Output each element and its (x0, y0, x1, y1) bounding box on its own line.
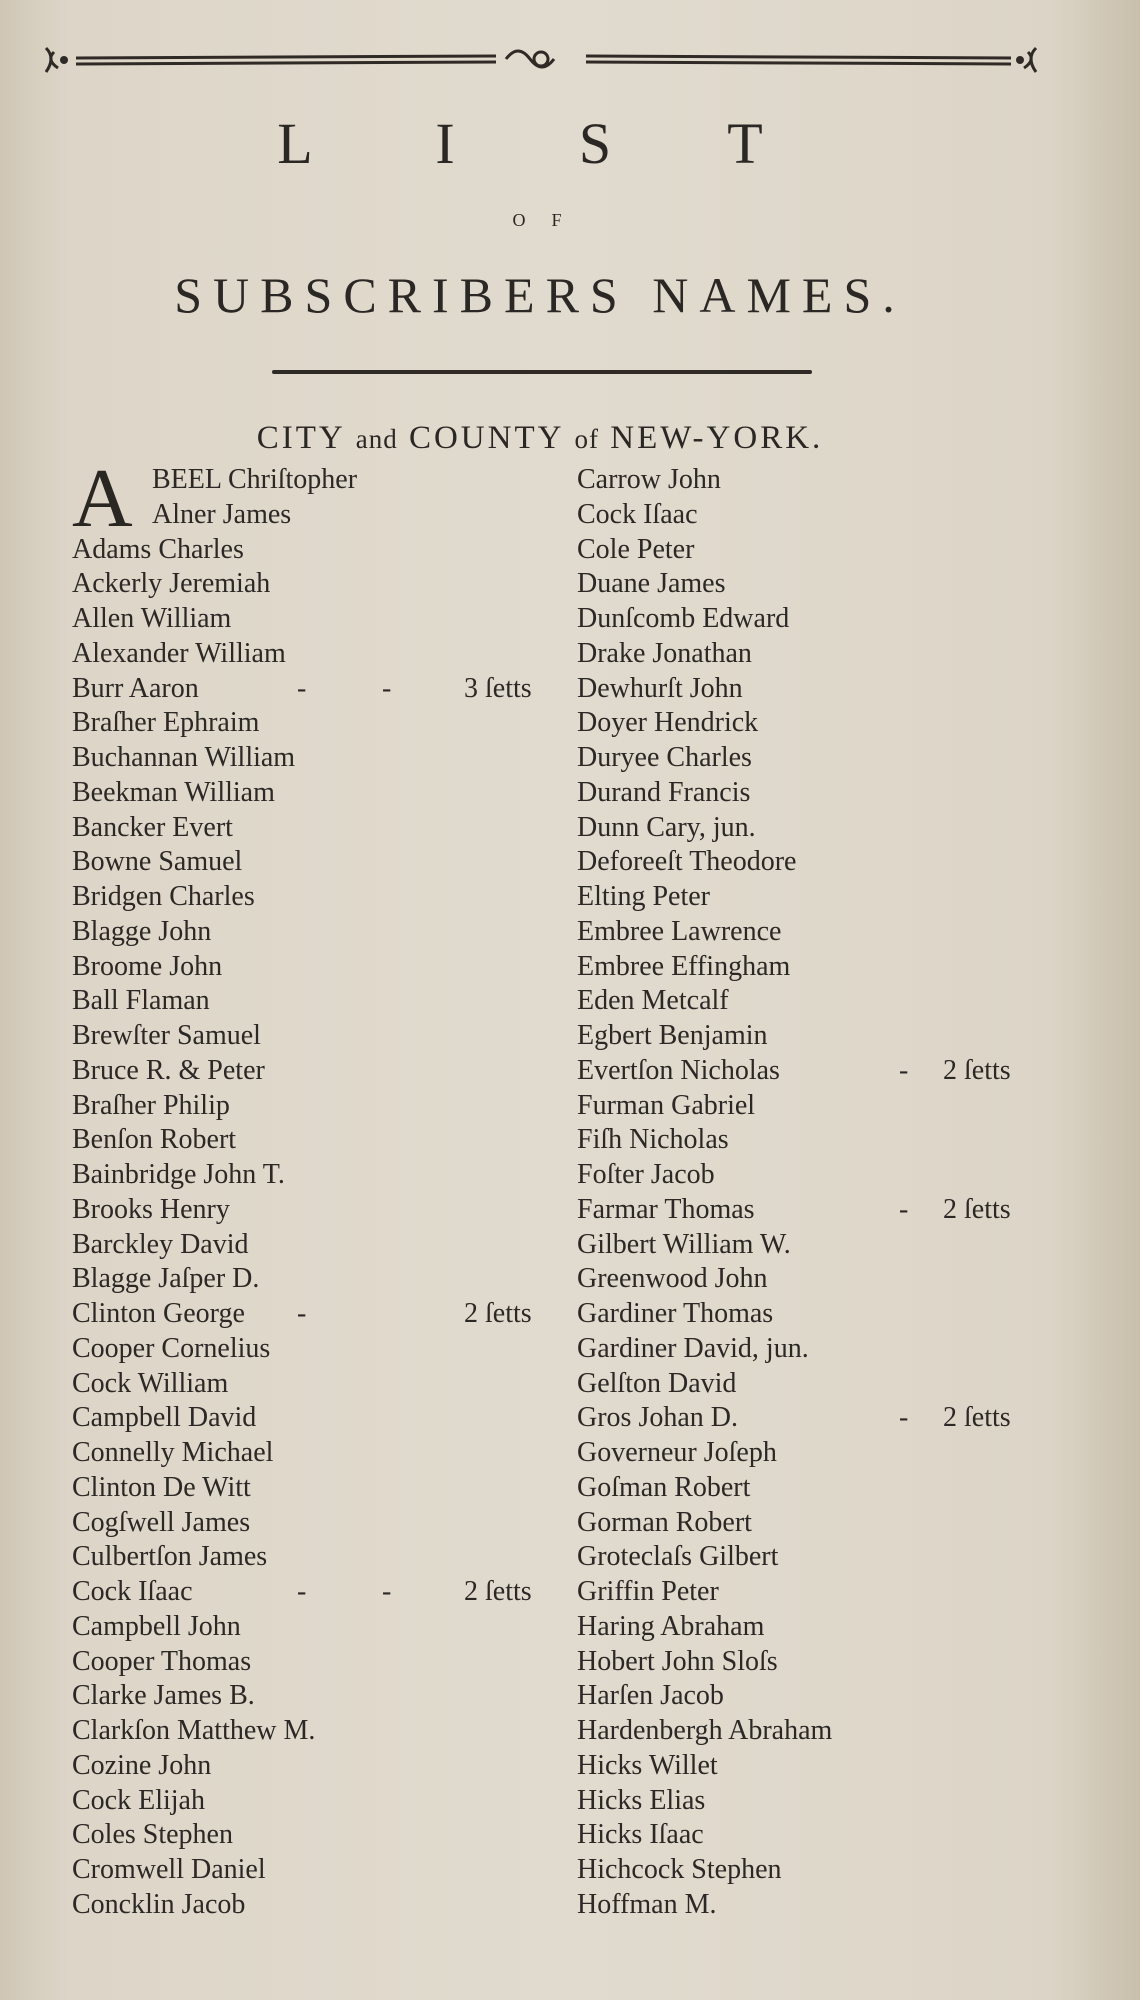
subscriber-name: Haring Abraham (577, 1610, 765, 1642)
subscriber-entry (577, 1262, 1037, 1297)
subscriber-entry (72, 1089, 572, 1124)
subscriber-name: Clinton George (72, 1298, 245, 1329)
subscriber-entry (577, 1193, 1037, 1228)
subscriber-name: Blagge Jaſper D. (72, 1263, 260, 1295)
subscriber-name: Barckley David (72, 1228, 249, 1260)
title-letter: L (277, 111, 313, 176)
subscriber-name: Hobert John Sloſs (577, 1645, 778, 1677)
subscriber-name: Greenwood John (577, 1263, 768, 1295)
subscriber-name: Gros Johan D. (577, 1402, 738, 1434)
subscriber-name: Adams Charles (72, 533, 244, 565)
subtitle: SUBSCRIBERS NAMES. (174, 267, 906, 323)
subscriber-entry (577, 1332, 1037, 1367)
subscriber-list-left (72, 452, 572, 1923)
subscriber-name: Gardiner David, jun. (577, 1332, 809, 1364)
subscriber-entry (72, 1853, 572, 1888)
leader-dash: - (297, 672, 307, 704)
subscriber-entry (72, 1262, 572, 1297)
subscriber-name: Cock Iſaac (72, 1576, 193, 1607)
subscriber-entry (577, 1089, 1037, 1124)
subscriber-entry (577, 1506, 1037, 1541)
subscriber-entry (72, 811, 572, 846)
section-word: and (355, 424, 398, 454)
subscriber-entry (577, 1401, 1037, 1436)
subscriber-name: Buchannan William (72, 742, 296, 773)
subscriber-entry (72, 1019, 572, 1054)
subscriber-entry (72, 1679, 572, 1714)
subscriber-name: Duryee Charles (577, 742, 752, 773)
subscriber-entry (577, 984, 1037, 1019)
subscriber-name: Campbell John (72, 1610, 241, 1642)
sets-note: 2 ſetts (943, 1054, 1011, 1086)
section-heading (0, 420, 1080, 457)
subscriber-entry (72, 1123, 572, 1158)
subscriber-entry (577, 637, 1037, 672)
subscriber-name: Cooper Thomas (72, 1645, 252, 1677)
subscriber-entry (72, 1367, 572, 1402)
subscriber-entry (72, 637, 572, 672)
subscriber-name: Dewhurſt John (577, 672, 743, 704)
subscriber-name: Benſon Robert (72, 1124, 237, 1156)
subscriber-name: Embree Effingham (577, 950, 791, 982)
subscriber-name: Allen William (72, 603, 232, 634)
subscriber-entry (577, 1818, 1037, 1853)
subscriber-entry (72, 1575, 572, 1610)
subscriber-entry (577, 463, 1037, 498)
subscriber-name: Dunn Cary, jun. (577, 811, 756, 843)
subscriber-name: Duane James (577, 568, 726, 600)
subscriber-entry (72, 880, 572, 915)
subscriber-entry (72, 1436, 572, 1471)
subscriber-entry (577, 602, 1037, 637)
subscriber-entry (577, 811, 1037, 846)
subscriber-name: Coles Stephen (72, 1819, 233, 1851)
subscriber-entry (72, 1540, 572, 1575)
section-word: CITY (256, 420, 345, 456)
subscriber-name: Hicks Iſaac (577, 1819, 704, 1851)
drop-cap: A (72, 452, 133, 545)
leader-dash: - (899, 1193, 909, 1225)
leader-dash: - (382, 1576, 392, 1607)
subscriber-name: Elting Peter (577, 881, 710, 912)
subscriber-entry (72, 845, 572, 880)
title-of: OF (512, 210, 588, 230)
subscriber-entry (72, 1401, 572, 1436)
leader-dash: - (899, 1054, 909, 1086)
subscriber-name: Alner James (152, 498, 292, 530)
subscriber-name: Cock Elijah (72, 1784, 205, 1816)
subscriber-name: Bainbridge John T. (72, 1159, 285, 1190)
subscriber-entry (577, 1679, 1037, 1714)
subscriber-entry (577, 1575, 1037, 1610)
subscriber-entry (577, 1158, 1037, 1193)
subscriber-entry (577, 1540, 1037, 1575)
subscriber-entry (577, 1749, 1037, 1784)
subscriber-name: Dunſcomb Edward (577, 603, 790, 634)
subscriber-entry (72, 1228, 572, 1263)
subscriber-name: Burr Aaron (72, 672, 199, 704)
subscriber-entry (577, 533, 1037, 568)
subscriber-name: Culbertſon James (72, 1541, 268, 1573)
title-letter: T (727, 111, 763, 176)
subscriber-entry (72, 1749, 572, 1784)
subscriber-entry (577, 567, 1037, 602)
subscriber-name: Doyer Hendrick (577, 707, 759, 739)
subscriber-name: Braſher Philip (72, 1089, 230, 1121)
subscriber-entry (72, 984, 572, 1019)
subscriber-entry (72, 567, 572, 602)
subscriber-entry (72, 1158, 572, 1193)
subscriber-entry (72, 950, 572, 985)
subscriber-entry (72, 1784, 572, 1819)
subscriber-name: Governeur Joſeph (577, 1437, 777, 1468)
subscriber-entry (72, 1714, 572, 1749)
subscriber-name: Evertſon Nicholas (577, 1054, 780, 1086)
subscriber-entry (72, 741, 572, 776)
divider-rule (272, 370, 812, 374)
subscriber-entry (577, 1228, 1037, 1263)
subscriber-entry (577, 1019, 1037, 1054)
subscriber-name: Griffin Peter (577, 1576, 719, 1607)
subscriber-name: Ball Flaman (72, 985, 210, 1017)
subscriber-entry (72, 915, 572, 950)
subscriber-entry (72, 533, 572, 568)
subscriber-entry (72, 672, 572, 707)
subscriber-entry (577, 1853, 1037, 1888)
subscriber-name: Fiſh Nicholas (577, 1124, 729, 1156)
subscriber-name: Beekman William (72, 776, 275, 808)
subscriber-name: Bowne Samuel (72, 846, 243, 878)
sets-note: 2 ſetts (943, 1402, 1011, 1434)
subscriber-name: Bruce R. & Peter (72, 1054, 265, 1086)
subscriber-name: Blagge John (72, 915, 212, 947)
sets-note: 2 ſetts (464, 1576, 532, 1607)
subscriber-name: Harſen Jacob (577, 1680, 724, 1712)
subscriber-name: Egbert Benjamin (577, 1020, 768, 1051)
sets-note: 2 ſetts (943, 1193, 1011, 1225)
list-title (0, 110, 1040, 177)
subscriber-entry (577, 1123, 1037, 1158)
subscriber-name: Cole Peter (577, 533, 695, 565)
section-word: COUNTY (408, 420, 564, 456)
section-word: NEW-YORK. (610, 420, 824, 456)
subscriber-entry (577, 1297, 1037, 1332)
subscriber-entry (577, 1471, 1037, 1506)
subscriber-entry (72, 1888, 572, 1923)
subscriber-entry (577, 1436, 1037, 1471)
subscriber-name: Carrow John (577, 464, 721, 495)
section-word: of (574, 424, 599, 454)
subscriber-entry (577, 672, 1037, 707)
ornamental-header-rule (36, 34, 1046, 84)
subscriber-entry (72, 1193, 572, 1228)
subscriber-name: Hicks Elias (577, 1784, 706, 1816)
subscriber-entry (577, 1054, 1037, 1089)
subscriber-name: Foſter Jacob (577, 1159, 715, 1190)
subscriber-name: Hicks Willet (577, 1749, 718, 1781)
subscriber-name: Hichcock Stephen (577, 1854, 782, 1885)
subscriber-name: Goſman Robert (577, 1471, 751, 1503)
subscriber-entry (577, 1784, 1037, 1819)
subscriber-entry (577, 1888, 1037, 1923)
subscriber-entry (72, 1818, 572, 1853)
subscriber-entry (577, 1714, 1037, 1749)
title-letter: S (578, 111, 612, 176)
subscriber-name: Gardiner Thomas (577, 1298, 774, 1329)
subscriber-entry (72, 1332, 572, 1367)
subscriber-name: Cock Iſaac (577, 498, 698, 530)
subscriber-entry (577, 741, 1037, 776)
subscriber-entry (577, 498, 1037, 533)
subscriber-entry (577, 950, 1037, 985)
subscriber-entry (577, 1645, 1037, 1680)
subscriber-name: Gilbert William W. (577, 1228, 791, 1260)
subscriber-entry (72, 1471, 572, 1506)
subscriber-name: Farmar Thomas (577, 1193, 755, 1225)
leader-dash: - (297, 1576, 307, 1607)
subscriber-name: Concklin Jacob (72, 1888, 246, 1920)
subscriber-name: Brewſter Samuel (72, 1020, 261, 1051)
subscriber-name: Deforeeſt Theodore (577, 846, 797, 878)
subscriber-entry (72, 776, 572, 811)
subscriber-entry (577, 1367, 1037, 1402)
subscriber-name: Embree Lawrence (577, 915, 782, 947)
subscriber-entry (72, 706, 572, 741)
subscriber-name: Clarkſon Matthew M. (72, 1715, 316, 1746)
subscriber-entry (72, 1610, 572, 1645)
subscriber-entry (577, 845, 1037, 880)
sets-note: 2 ſetts (464, 1298, 532, 1329)
subscriber-entry (72, 1506, 572, 1541)
subscriber-name: Cromwell Daniel (72, 1854, 266, 1885)
subscriber-entry (577, 915, 1037, 950)
subscriber-name: Clarke James B. (72, 1680, 255, 1712)
subscriber-name: Alexander William (72, 637, 286, 669)
subscriber-name: Brooks Henry (72, 1193, 230, 1225)
subscriber-name: Ackerly Jeremiah (72, 568, 271, 600)
subscriber-name: Campbell David (72, 1402, 257, 1434)
subscriber-name: Gelſton David (577, 1367, 737, 1399)
subscriber-entry (72, 1297, 572, 1332)
subscriber-name: Groteclaſs Gilbert (577, 1541, 779, 1573)
subscriber-name: Hardenbergh Abraham (577, 1715, 833, 1746)
subscriber-name: Eden Metcalf (577, 985, 729, 1017)
subscriber-name: Bridgen Charles (72, 881, 255, 912)
sets-note: 3 ſetts (464, 672, 532, 704)
subscriber-entry (72, 1054, 572, 1089)
leader-dash: - (382, 672, 392, 704)
subscriber-entry (577, 706, 1037, 741)
subscriber-entry (72, 1645, 572, 1680)
subscriber-name: Cozine John (72, 1749, 212, 1781)
subscriber-name: Cock William (72, 1367, 229, 1399)
subscriber-name: BEEL Chriſtopher (152, 464, 358, 495)
subscriber-name: Broome John (72, 950, 223, 982)
subscriber-entry (72, 602, 572, 637)
subscriber-name: Braſher Ephraim (72, 707, 260, 739)
subscriber-list-right (577, 463, 1037, 1923)
title-letter: I (435, 111, 455, 176)
subscriber-entry (577, 1610, 1037, 1645)
subscriber-name: Hoffman M. (577, 1888, 717, 1920)
leader-dash: - (899, 1402, 909, 1434)
subscriber-name: Connelly Michael (72, 1437, 274, 1468)
subscriber-name: Drake Jonathan (577, 637, 752, 669)
leader-dash: - (297, 1298, 307, 1329)
subscriber-name: Cooper Cornelius (72, 1332, 271, 1364)
subscriber-entry (577, 776, 1037, 811)
subscriber-entry (577, 880, 1037, 915)
subscriber-name: Furman Gabriel (577, 1089, 756, 1121)
subscriber-name: Durand Francis (577, 776, 751, 808)
subscriber-name: Cogſwell James (72, 1506, 251, 1538)
subscriber-name: Gorman Robert (577, 1506, 752, 1538)
subscriber-name: Clinton De Witt (72, 1471, 251, 1503)
subscriber-entry (72, 498, 572, 533)
subscriber-name: Bancker Evert (72, 811, 233, 843)
